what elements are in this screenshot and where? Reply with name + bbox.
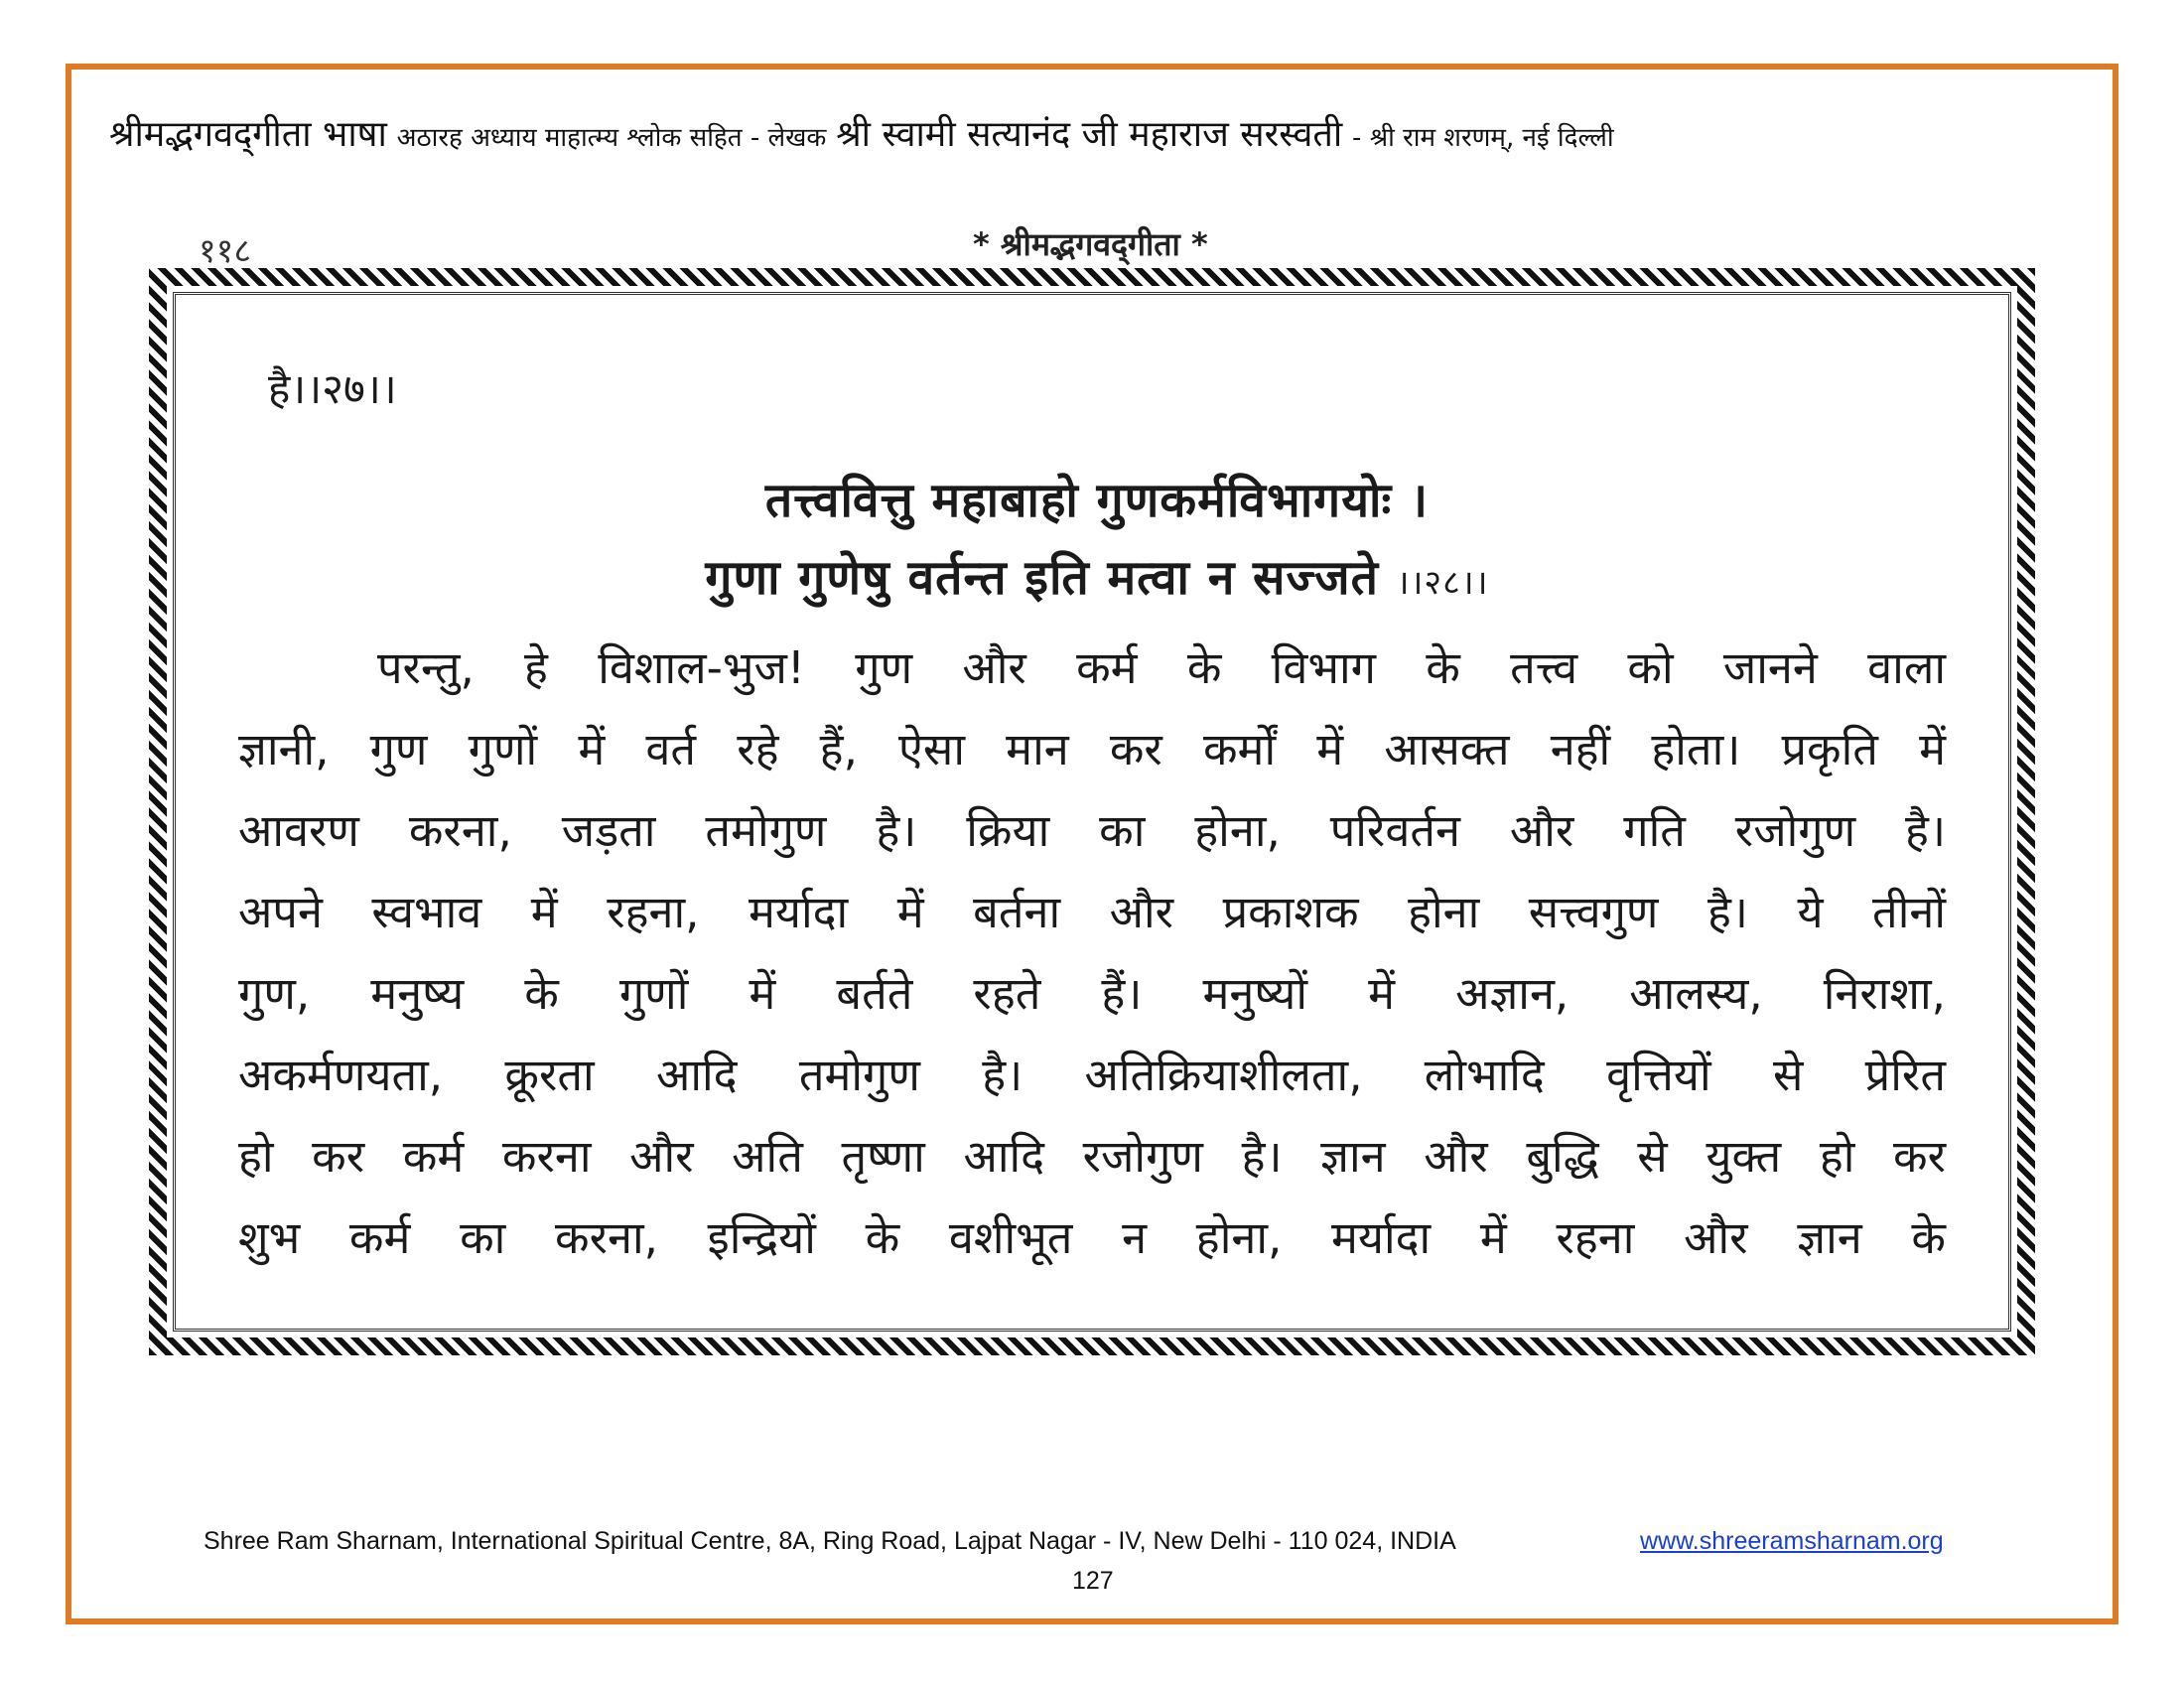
book-running-head: * श्रीमद्भगवद्‌गीता * [973,225,1208,263]
commentary-line: आवरण करना, जड़ता तमोगुण है। क्रिया का होना, परिवर्तन और गति रजोगुण है। [238,804,1946,857]
commentary-line: परन्तु, हे विशाल-भुज! गुण और कर्म के विभाग के तत्त्व को जानने वाला [377,641,1946,694]
sloka-line-2 [238,544,1956,609]
footer-address: Shree Ram Sharnam, International Spiritual Centre, 8A, Ring Road, Lajpat Nagar - IV, New Delhi - 110 024, INDIA [204,1527,1456,1555]
commentary-line: अपने स्वभाव में रहना, मर्यादा में बर्तना और प्रकाशक होना सत्त्वगुण है। ये तीनों [238,886,1946,938]
sloka-line-2-text: गुणा गुणेषु वर्तन्त इति मत्वा न सज्जते [705,550,1379,606]
header-title-2: अठारह अध्याय माहात्म्य श्लोक सहित - लेखक [396,123,827,153]
commentary-paragraph [238,628,1946,1279]
header-title-1: श्रीमद्भगवद्‌गीता भाषा [109,114,387,155]
page-number: 127 [1072,1567,1114,1595]
previous-verse-end: है।।२७।। [268,364,397,413]
header-title-4: - श्री राम शरणम्, नई दिल्ली [1352,123,1614,153]
document-header [109,111,2075,162]
commentary-line: गुण, मनुष्य के गुणों में बर्तते रहते हैं। मनुष्यों में अज्ञान, आलस्य, निराशा, [238,967,1946,1020]
commentary-line: ज्ञानी, गुण गुणों में वर्त रहे हैं, ऐसा मान कर कर्मों में आसक्त नहीं होता। प्रकृति में [238,723,1946,775]
commentary-line: अकर्मणयता, क्रूरता आदि तमोगुण है। अतिक्रियाशीलता, लोभादि वृत्तियों से प्रेरित [238,1049,1946,1101]
website-link[interactable]: www.shreeramsharnam.org [1640,1527,1944,1555]
book-page-number: ११८ [199,231,252,271]
sloka-number: ।।२८।। [1396,563,1489,603]
commentary-line: हो कर कर्म करना और अति तृष्णा आदि रजोगुण है। ज्ञान और बुद्धि से युक्त हो कर [238,1130,1946,1183]
commentary-line: शुभ कर्म का करना, इन्द्रियों के वशीभूत न होना, मर्यादा में रहना और ज्ञान के [238,1211,1946,1264]
header-title-3: श्री स्वामी सत्यानंद जी महाराज सरस्वती [836,114,1343,155]
sloka-line-1: तत्त्ववित्तु महाबाहो गुणकर्मविभागयोः । [764,473,1430,528]
